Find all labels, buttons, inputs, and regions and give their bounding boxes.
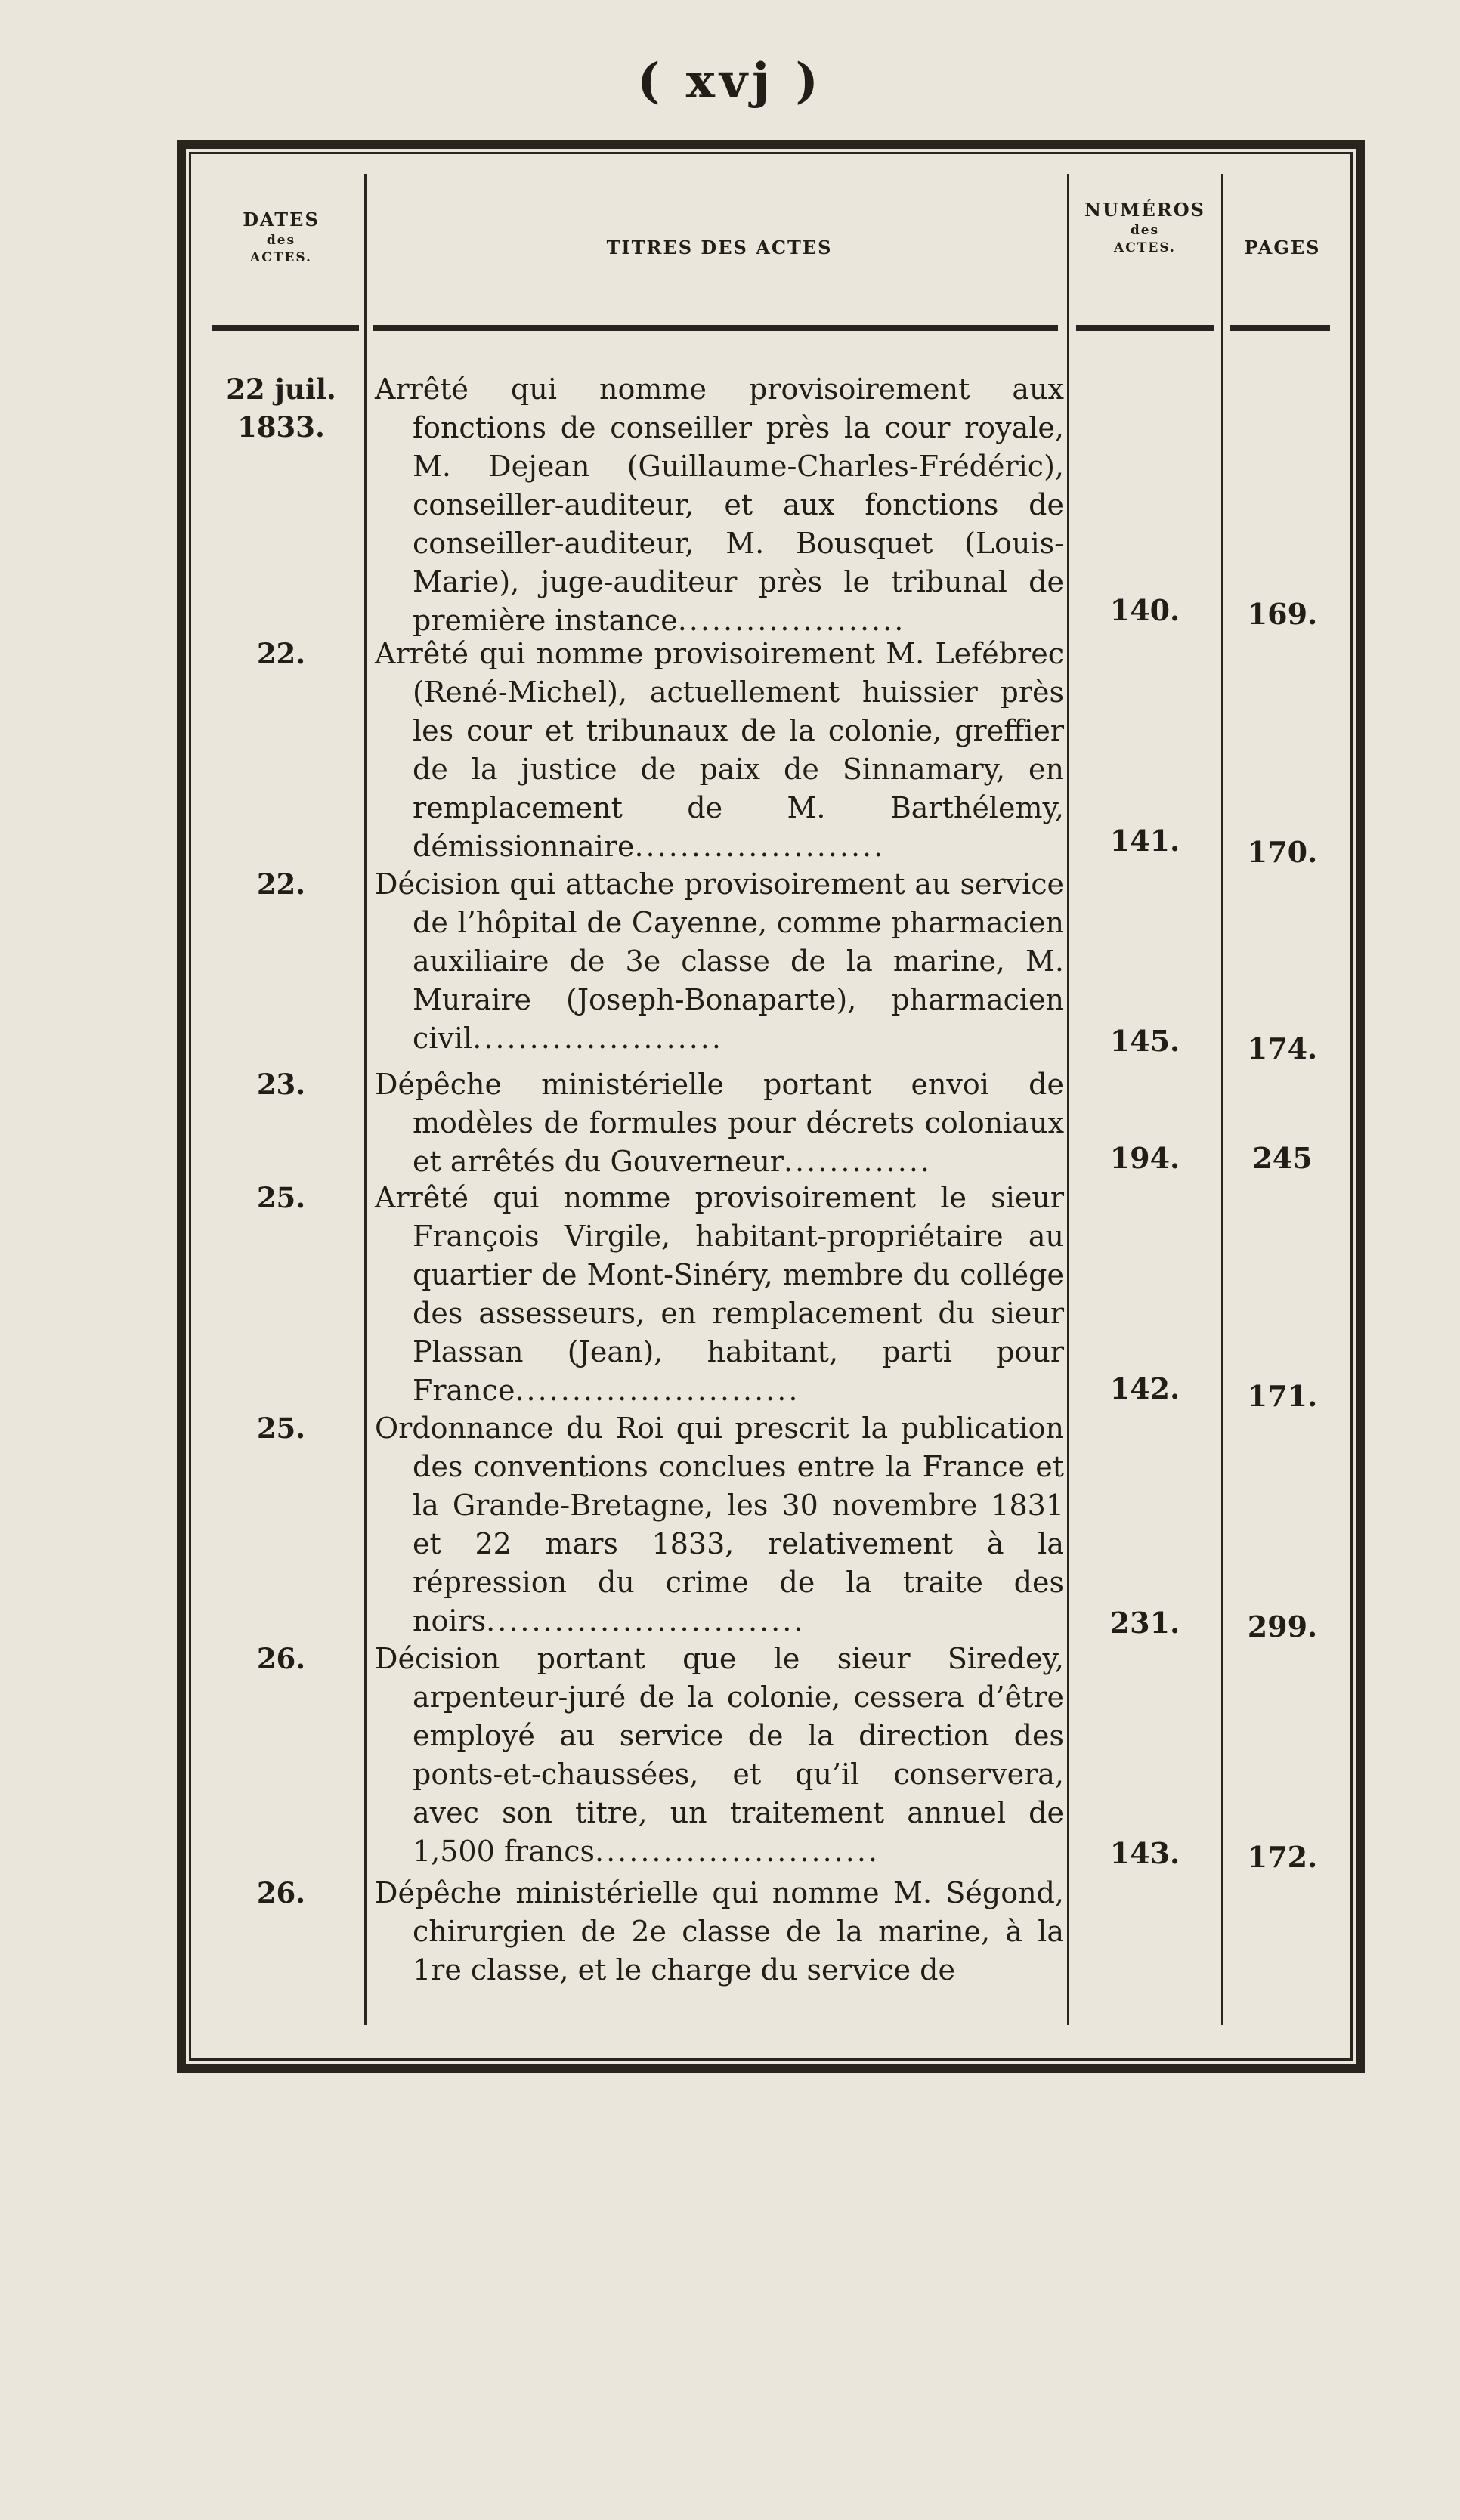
entry-title-text: Dépêche ministérielle portant envoi de modèles de formules pour décrets coloniaux et arrêtés du Gouverneur xyxy=(375,1068,1064,1178)
entry-title-text: Dépêche ministérielle qui nomme M. Ségond, chirurgien de 2e classe de la marine, à la 1re classe, et le charge du service de xyxy=(375,1876,1064,1987)
entry-date xyxy=(198,370,364,446)
entry-title xyxy=(375,1179,1064,1410)
dot-leader: ...................... xyxy=(634,830,886,863)
dot-leader: ............................ xyxy=(486,1604,806,1637)
entry-title-text: Arrêté qui nomme provisoirement M. Lefébrec (René-Michel), actuellement huissier près les cour et tribunaux de la colonie, greffier de la justice de paix de Sinnamary, en remplacement de M. Barthélemy, démissionnaire xyxy=(375,637,1064,863)
dot-leader: ......................... xyxy=(515,1374,800,1407)
column-divider-dates xyxy=(364,174,367,2025)
entry-title xyxy=(375,370,1064,640)
entry-number: 143. xyxy=(1109,1836,1180,1870)
entry-title-text: Décision qui attache provisoirement au service de l’hôpital de Cayenne, comme pharmacien auxiliaire de 3e classe de la marine, M. Muraire (Joseph-Bonaparte), pharmacien civil xyxy=(375,867,1064,1055)
entry-title xyxy=(375,1874,1064,1990)
entry-date-day: 22 juil. xyxy=(226,373,336,406)
dot-leader: ...................... xyxy=(472,1022,723,1055)
entry-page: 169. xyxy=(1247,597,1318,631)
entry-number: 141. xyxy=(1109,824,1180,858)
entry-title xyxy=(375,865,1064,1058)
header-dates-des: des xyxy=(266,233,296,249)
entry-date xyxy=(198,1179,364,1217)
entry-date xyxy=(198,1409,364,1447)
entry-date xyxy=(198,1640,364,1677)
entry-date xyxy=(198,865,364,903)
entry-title xyxy=(375,1640,1064,1871)
entry-page: 172. xyxy=(1247,1840,1318,1874)
entry-number: 194. xyxy=(1109,1141,1180,1175)
dot-leader: .................... xyxy=(677,604,906,637)
entry-page: 245 xyxy=(1252,1141,1313,1175)
header-numbers-word: NUMÉROS xyxy=(1084,199,1205,221)
entry-number: 231. xyxy=(1109,1606,1180,1640)
entry-date-day: 26. xyxy=(256,1642,306,1675)
column-divider-numbers xyxy=(1221,174,1223,2025)
entry-page: 299. xyxy=(1247,1609,1318,1643)
header-numbers xyxy=(1073,198,1217,257)
header-titles: TITRES DES ACTES xyxy=(606,237,833,258)
dot-leader: ......................... xyxy=(595,1835,880,1868)
entry-date-day: 22. xyxy=(256,867,306,901)
entry-number: 142. xyxy=(1109,1371,1180,1405)
entry-page: 171. xyxy=(1247,1379,1318,1413)
entry-page: 174. xyxy=(1247,1031,1318,1065)
header-numbers-des: des xyxy=(1130,223,1160,239)
entry-title xyxy=(375,1065,1064,1181)
entry-title-text: Décision portant que le sieur Siredey, arpenteur-juré de la colonie, cessera d’être employé au service de la direction des ponts-et-chaussées, et qu’il conservera, avec son titre, un traitement annuel de 1,500 francs xyxy=(375,1642,1064,1868)
header-pages: PAGES xyxy=(1244,237,1321,258)
header-numbers-actes: ACTES. xyxy=(1114,240,1176,256)
header-rule-numbers xyxy=(1076,325,1214,331)
dot-leader: ............. xyxy=(783,1145,932,1178)
entry-date-day: 25. xyxy=(256,1412,306,1445)
header-rule-pages xyxy=(1230,325,1330,331)
header-dates-word: DATES xyxy=(243,209,320,230)
column-divider-titles xyxy=(1067,174,1069,2025)
entry-title-text: Ordonnance du Roi qui prescrit la publication des conventions conclues entre la France et la Grande-Bretagne, les 30 novembre 1831 et 22 mars 1833, relativement à la répression du crime de la traite des noirs xyxy=(375,1412,1064,1637)
entry-number: 145. xyxy=(1109,1024,1180,1058)
entry-date-day: 22. xyxy=(256,637,306,670)
entry-title-text: Arrêté qui nomme provisoirement le sieur François Virgile, habitant-propriétaire au quartier de Mont-Sinéry, membre du collége des assesseurs, en remplacement du sieur Plassan (Jean), habitant, parti pour France xyxy=(375,1181,1064,1407)
entry-date-day: 23. xyxy=(256,1068,306,1101)
entry-title xyxy=(375,635,1064,866)
entry-page: 170. xyxy=(1247,835,1318,869)
entry-date-year: 1833. xyxy=(237,410,325,444)
entry-date xyxy=(198,635,364,673)
header-rule-dates xyxy=(212,325,359,331)
entry-title xyxy=(375,1409,1064,1640)
header-dates xyxy=(198,208,364,267)
entry-date xyxy=(198,1874,364,1912)
entry-date-day: 26. xyxy=(256,1876,306,1909)
entry-number: 140. xyxy=(1109,593,1180,627)
page-number: ( xvj ) xyxy=(637,53,823,110)
header-dates-actes: ACTES. xyxy=(250,250,312,266)
entry-date-day: 25. xyxy=(256,1181,306,1214)
entry-date xyxy=(198,1065,364,1103)
entry-title-text: Arrêté qui nomme provisoirement aux fonctions de conseiller près la cour royale, M. Dejean (Guillaume-Charles-Frédéric), conseiller-auditeur, et aux fonctions de conseiller-auditeur, M. Bousquet (Louis-Marie), juge-auditeur près le tribunal de première instance xyxy=(375,373,1064,637)
header-rule-titles xyxy=(373,325,1058,331)
